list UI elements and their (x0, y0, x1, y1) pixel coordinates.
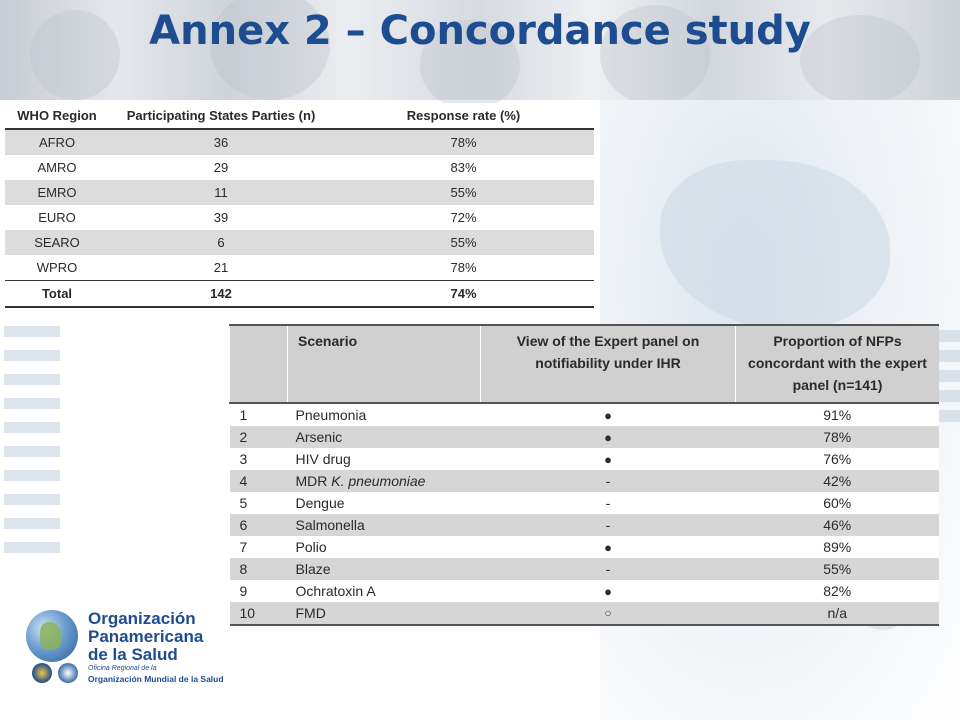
proportion-cell: 42% (736, 470, 940, 492)
scenario-number: 2 (230, 426, 288, 448)
column-header-region: WHO Region (17, 108, 97, 123)
logo-line-3: de la Salud (88, 645, 178, 664)
region-cell: SEARO (5, 230, 109, 255)
scenario-name: FMD (288, 602, 481, 625)
proportion-cell: 60% (736, 492, 940, 514)
scenario-name-italic: K. pneumoniae (331, 473, 426, 489)
proportion-cell: 46% (736, 514, 940, 536)
paho-logo (24, 608, 234, 688)
scenario-name: Polio (288, 536, 481, 558)
scenario-number: 6 (230, 514, 288, 536)
scenario-number: 8 (230, 558, 288, 580)
scenario-number: 10 (230, 602, 288, 625)
expert-view-symbol: - (481, 558, 736, 580)
globe-icon (26, 610, 78, 662)
scenario-number: 3 (230, 448, 288, 470)
region-cell: AFRO (5, 129, 109, 155)
scenario-number: 1 (230, 403, 288, 426)
expert-view-symbol: - (481, 492, 736, 514)
response-rate-cell: 55% (333, 230, 594, 255)
proportion-cell: 89% (736, 536, 940, 558)
column-header-proportion: Proportion of NFPs concordant with the expert panel (n=141) (736, 325, 940, 403)
total-participants: 142 (109, 281, 333, 308)
scenario-name (288, 470, 481, 492)
proportion-cell: 55% (736, 558, 940, 580)
scenario-number: 5 (230, 492, 288, 514)
expert-view-symbol: ● (481, 448, 736, 470)
table-row (230, 403, 940, 426)
scenario-name: Ochratoxin A (288, 580, 481, 602)
table-row (230, 470, 940, 492)
response-rate-cell: 55% (333, 180, 594, 205)
table-header-row (230, 325, 940, 403)
expert-view-symbol: - (481, 470, 736, 492)
expert-view-symbol: ● (481, 426, 736, 448)
table-row (230, 514, 940, 536)
response-rate-cell: 78% (333, 129, 594, 155)
scenario-number: 7 (230, 536, 288, 558)
region-cell: AMRO (5, 155, 109, 180)
response-rate-cell: 83% (333, 155, 594, 180)
participants-cell: 36 (109, 129, 333, 155)
total-response-rate: 74% (333, 281, 594, 308)
table-row (230, 448, 940, 470)
logo-organization-name (88, 610, 203, 664)
table-row (230, 602, 940, 625)
table-row (5, 205, 594, 230)
scenario-concordance-table (229, 324, 939, 626)
response-rate-cell: 72% (333, 205, 594, 230)
logo-subtitle-2: Organización Mundial de la Salud (88, 674, 224, 684)
scenario-number: 4 (230, 470, 288, 492)
scenario-name: HIV drug (288, 448, 481, 470)
who-emblem-icon (58, 663, 78, 683)
scenario-name: Pneumonia (288, 403, 481, 426)
column-header-scenario: Scenario (288, 325, 481, 403)
table-header-row (5, 103, 594, 129)
participants-cell: 29 (109, 155, 333, 180)
expert-view-symbol: ● (481, 403, 736, 426)
expert-view-symbol: ○ (481, 602, 736, 625)
scenario-name: Arsenic (288, 426, 481, 448)
participants-cell: 39 (109, 205, 333, 230)
scenario-name: Blaze (288, 558, 481, 580)
table-row (230, 558, 940, 580)
proportion-cell: 76% (736, 448, 940, 470)
table-row (5, 155, 594, 180)
logo-subtitle-1: Oficina Regional de la (88, 665, 157, 672)
proportion-cell: 78% (736, 426, 940, 448)
column-header-response-rate: Response rate (%) (406, 108, 521, 123)
table-row (230, 580, 940, 602)
table-row (5, 129, 594, 155)
region-cell: EURO (5, 205, 109, 230)
expert-view-symbol: - (481, 514, 736, 536)
table-row (230, 426, 940, 448)
scenario-name: Salmonella (288, 514, 481, 536)
participants-cell: 6 (109, 230, 333, 255)
table-row (5, 255, 594, 281)
participants-cell: 21 (109, 255, 333, 281)
response-rate-cell: 78% (333, 255, 594, 281)
table-row (230, 492, 940, 514)
table-row (5, 180, 594, 205)
page-title: Annex 2 – Concordance study (149, 8, 811, 54)
proportion-cell: 82% (736, 580, 940, 602)
proportion-cell: n/a (736, 602, 940, 625)
expert-view-symbol: ● (481, 536, 736, 558)
scenario-number: 9 (230, 580, 288, 602)
expert-view-symbol: ● (481, 580, 736, 602)
column-header-number (230, 325, 288, 403)
scenario-name-prefix: MDR (295, 473, 332, 489)
region-response-table (5, 103, 594, 308)
region-cell: WPRO (5, 255, 109, 281)
paho-emblem-icon (32, 663, 52, 683)
table-total-row (5, 281, 594, 308)
scenario-name: Dengue (288, 492, 481, 514)
column-header-participants: Participating States Parties (n) (126, 108, 316, 123)
table-row (230, 536, 940, 558)
logo-line-1: Organización (88, 609, 196, 628)
total-label: Total (5, 281, 109, 308)
proportion-cell: 91% (736, 403, 940, 426)
logo-line-2: Panamericana (88, 627, 204, 646)
column-header-expert-view: View of the Expert panel on notifiability under IHR (481, 325, 736, 403)
region-cell: EMRO (5, 180, 109, 205)
table-row (5, 230, 594, 255)
participants-cell: 11 (109, 180, 333, 205)
